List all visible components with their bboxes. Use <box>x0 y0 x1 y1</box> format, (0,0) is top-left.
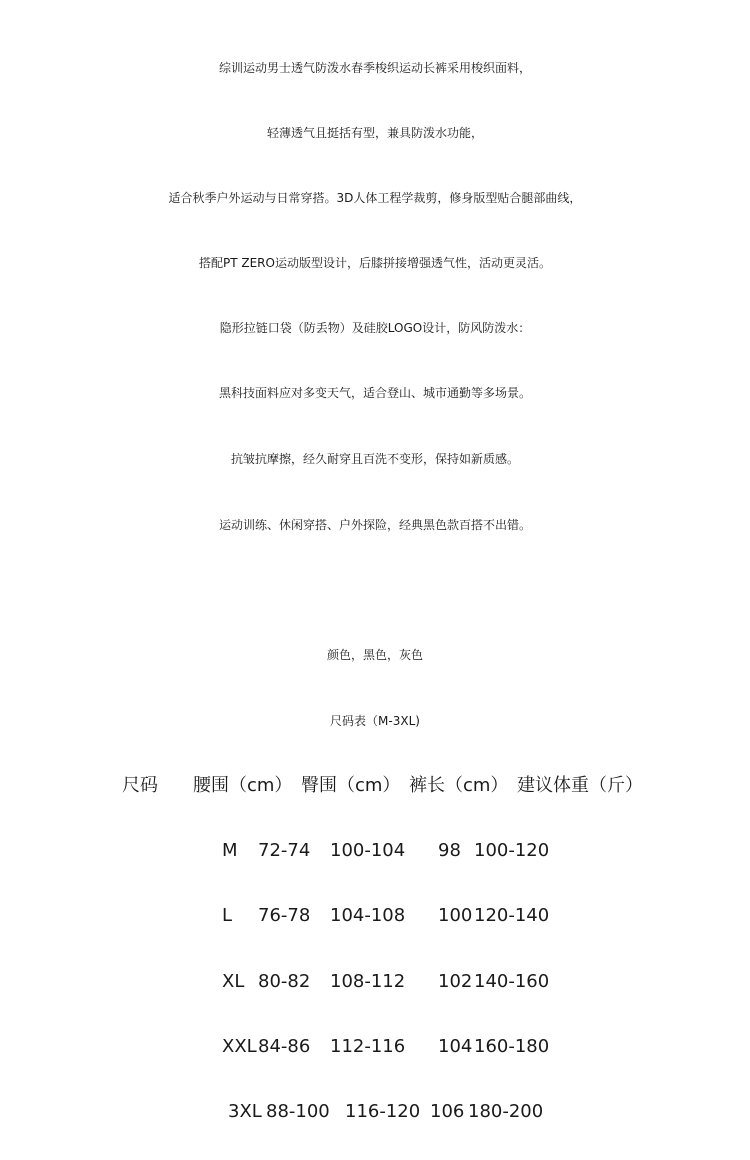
colors-line: 颜色，黑色，灰色 <box>326 648 423 662</box>
cell-size: XL <box>222 971 245 992</box>
cell-length: 106 <box>430 1101 465 1122</box>
cell-weight: 140-160 <box>474 971 550 992</box>
description-line-8: 运动训练、休闲穿搭、户外探险，经典黑色款百搭不出错。 <box>218 518 531 532</box>
description-line-1: 综训运动男士透气防泼水春季梭织运动长裤采用梭织面料， <box>218 61 531 75</box>
cell-hip: 100-104 <box>330 840 406 861</box>
cell-waist: 80-82 <box>258 971 311 992</box>
size-table-title: 尺码表（M-3XL) <box>330 714 420 728</box>
cell-size: L <box>222 905 233 926</box>
cell-hip: 116-120 <box>345 1101 421 1122</box>
size-table-header <box>0 774 750 798</box>
description-line-5: 隐形拉链口袋（防丢物）及硅胶LOGO设计，防风防泼水： <box>219 321 531 335</box>
cell-weight: 160-180 <box>474 1036 550 1057</box>
table-row <box>0 1100 750 1124</box>
description-line-4: 搭配PT ZERO运动版型设计，后膝拼接增强透气性，活动更灵活。 <box>199 256 551 270</box>
cell-size: M <box>222 840 238 861</box>
cell-hip: 112-116 <box>330 1036 406 1057</box>
cell-waist: 72-74 <box>258 840 311 861</box>
header-size: 尺码 <box>122 775 158 796</box>
cell-length: 104 <box>438 1036 473 1057</box>
cell-hip: 108-112 <box>330 971 406 992</box>
header-length: 裤长（cm） <box>409 775 509 796</box>
cell-size: 3XL <box>228 1101 262 1122</box>
cell-waist: 84-86 <box>258 1036 311 1057</box>
description-line-7: 抗皱抗摩擦，经久耐穿且百洗不变形，保持如新质感。 <box>230 452 519 466</box>
description-line-6: 黑科技面料应对多变天气，适合登山、城市通勤等多场景。 <box>218 386 531 400</box>
cell-length: 98 <box>438 840 461 861</box>
description-line-3: 适合秋季户外运动与日常穿搭。3D人体工程学裁剪，修身版型贴合腿部曲线， <box>168 191 582 205</box>
header-weight: 建议体重（斤） <box>517 775 643 796</box>
cell-weight: 120-140 <box>474 905 550 926</box>
cell-length: 100 <box>438 905 473 926</box>
table-row <box>0 839 750 863</box>
cell-waist: 88-100 <box>266 1101 330 1122</box>
cell-waist: 76-78 <box>258 905 311 926</box>
cell-size: XXL <box>222 1036 257 1057</box>
table-row <box>0 1035 750 1059</box>
header-waist: 腰围（cm） <box>193 775 293 796</box>
table-row <box>0 970 750 994</box>
cell-weight: 180-200 <box>468 1101 544 1122</box>
table-row <box>0 904 750 928</box>
header-hip: 臀围（cm） <box>301 775 401 796</box>
cell-hip: 104-108 <box>330 905 406 926</box>
cell-length: 102 <box>438 971 473 992</box>
description-line-2: 轻薄透气且挺括有型，兼具防泼水功能， <box>266 126 483 140</box>
cell-weight: 100-120 <box>474 840 550 861</box>
